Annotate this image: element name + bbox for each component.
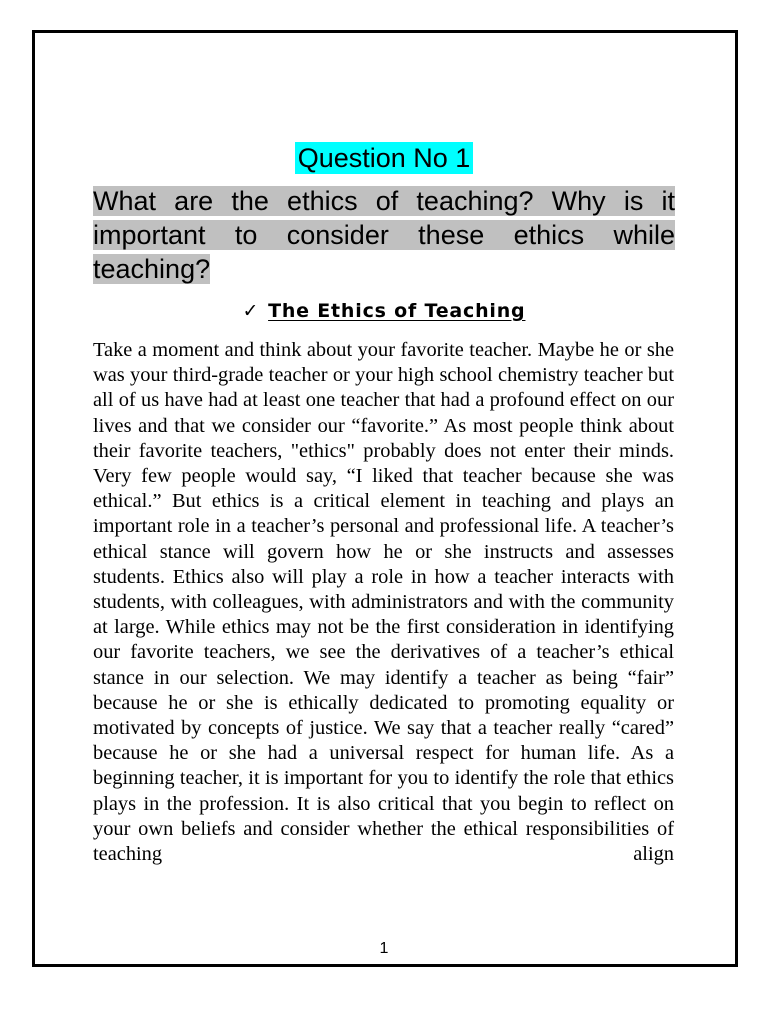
question-label: Question No 1 [295, 142, 474, 174]
page-number: 1 [379, 940, 389, 957]
question-heading [0, 140, 768, 176]
body-paragraph: Take a moment and think about your favorite teacher. Maybe he or she was your third-grade teacher or your high school chemistry teacher but all of us have had at least one teacher that had a profound effect on our lives and that we consider our “favorite.” As most people think about their favorite teachers, "ethics" probably does not enter their minds. Very few people would say, “I liked that teacher because she was ethical.” But ethics is a critical element in teaching and plays an important role in a teacher’s personal and professional life. A teacher’s ethical stance will govern how he or she instructs and assesses students. Ethics also will play a role in how a teacher interacts with students, with colleagues, with administrators and with the community at large. While ethics may not be the first consideration in identifying our favorite teachers, we see the derivatives of a teacher’s ethical stance in our selection. We may identify a teacher as being “fair” because he or she is ethically dedicated to promoting equality or motivated by concepts of justice. We say that a teacher really “cared” because he or she had a universal respect for human life. As a beginning teacher, it is important for you to identify the role that ethics plays in the profession. It is also critical that you begin to reflect on your own beliefs and consider whether the ethical responsibilities of teaching align [93, 339, 674, 866]
section-title: The Ethics of Teaching [268, 300, 526, 322]
question-text: What are the ethics of teaching? Why is it important to consider these ethics while teaching? [93, 186, 675, 284]
check-icon: ✓ [242, 300, 259, 322]
section-heading [0, 297, 768, 325]
question-text-block [93, 184, 675, 286]
